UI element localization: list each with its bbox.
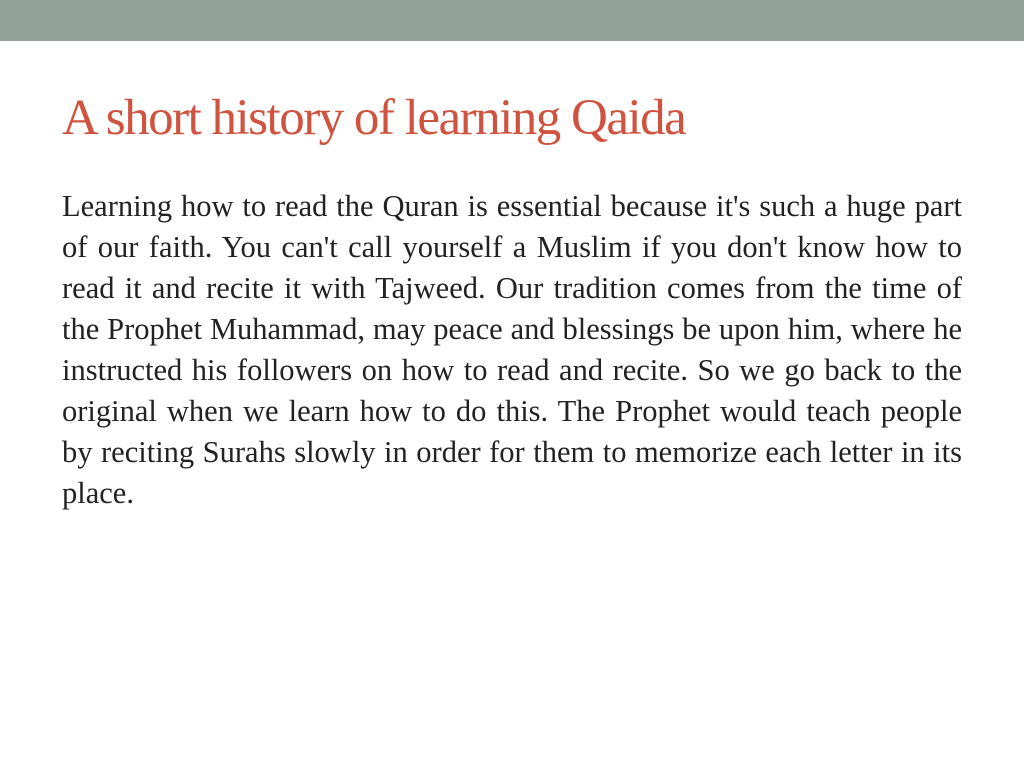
slide-body-text: Learning how to read the Quran is essential because it's such a huge part of our faith. You can't call yourself a Muslim if you don't know how to read it and recite it with Tajweed. Our tradition comes from the time of the Prophet Muhammad, may peace and blessings be upon him, where he instructed his followers on how to read and recite. So we go back to the original when we learn how to do this. The Prophet would teach people by reciting Surahs slowly in order for them to memorize each letter in its place. xyxy=(62,189,962,510)
slide-title: A short history of learning Qaida xyxy=(62,90,686,146)
top-accent-bar xyxy=(0,0,1024,41)
